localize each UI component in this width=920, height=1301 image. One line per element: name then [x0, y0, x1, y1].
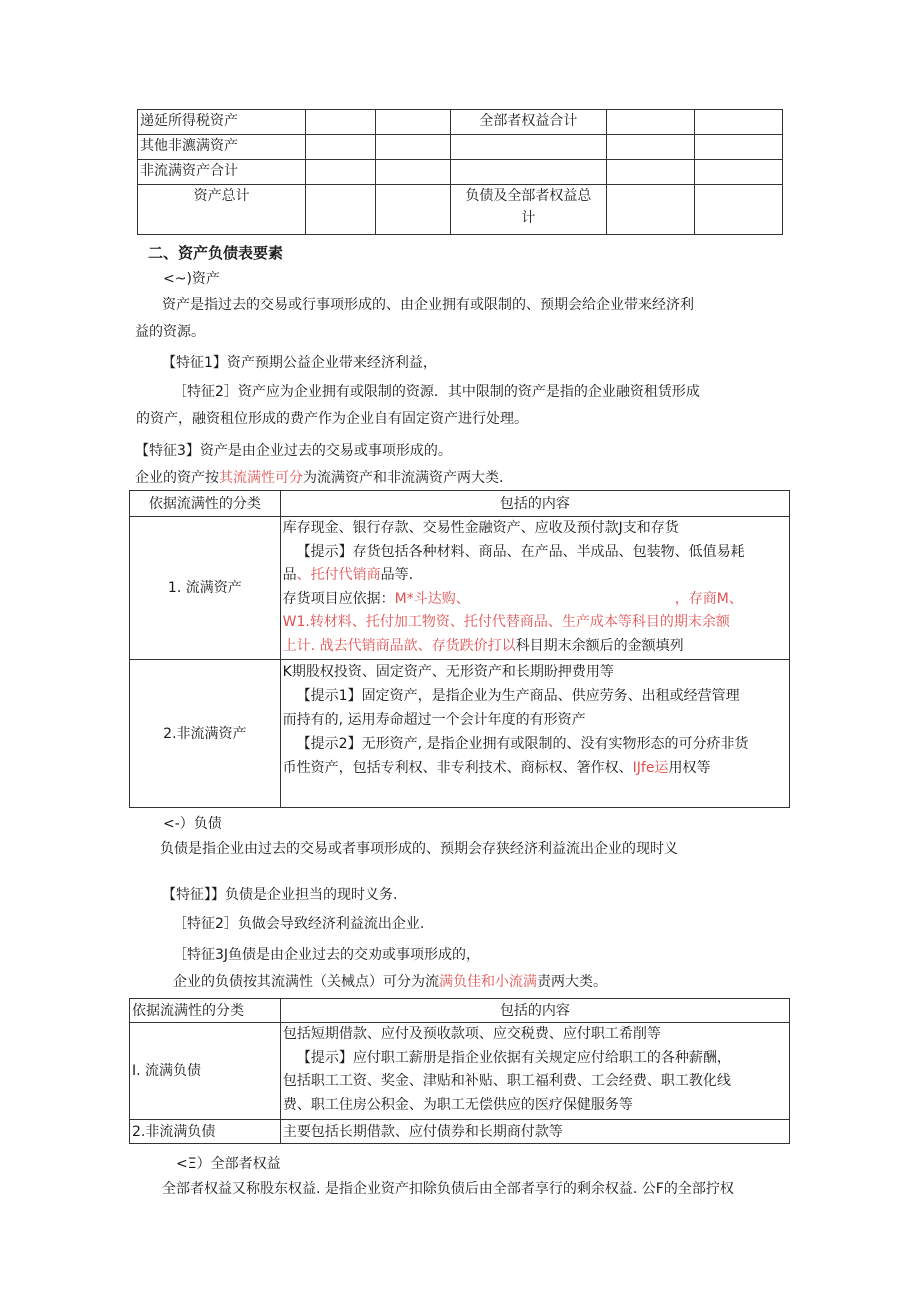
table-cell: 2.非流满资产 — [130, 660, 281, 808]
table-cell: 全部者权益合计 — [450, 110, 607, 135]
table-cell — [450, 185, 607, 235]
subsection-title: <~)资产 — [163, 271, 220, 287]
table-cell — [306, 110, 376, 135]
table-header: 包括的内容 — [280, 491, 789, 517]
cell-text: 包括短期借款、应付及预收款项、应交税费、应付职工希削等 — [282, 1026, 661, 1042]
table-cell — [607, 135, 694, 160]
cell-text: 存货项目应依据：M*斗达购、 ，存商M、 — [282, 590, 743, 607]
subsection-title: <Ξ）全部者权益 — [176, 1156, 281, 1172]
cell-text: 而持有的, 运用寿命超过一个会计年度的有形资产 — [282, 712, 586, 728]
cell-text: 币性资产，包括专利权、非专利技术、商标权、箸作权、IJfe运用权等 — [282, 760, 711, 776]
paragraph — [135, 467, 503, 487]
text: 为流满资产和非流满资产两大类. — [303, 470, 504, 486]
table-header: 依据流满性的分类 — [130, 491, 281, 517]
asset-classification-table — [129, 490, 790, 808]
cell-text: 【提示】存货包括各种材料、商品、在产品、半成品、包装物、低值易耗 — [296, 543, 745, 560]
paragraph: 负债是指企业由过去的交易或者事项形成的、预期会存狭经济利益流出企业的现时义 — [160, 841, 678, 857]
table-cell — [280, 517, 789, 660]
top-balance-table — [137, 109, 783, 235]
table-cell: 非流满资产合计 — [138, 160, 306, 185]
table-cell — [694, 160, 782, 185]
table-cell: 主要包括长期借款、应付债券和长期商付款等 — [280, 1120, 789, 1144]
paragraph: 【特征1】资产预期公益企业带来经济利益， — [162, 355, 437, 371]
paragraph: 【特征3】资产是由企业过去的交易或事项形成的。 — [135, 443, 452, 459]
paragraph: 的资产，融资租位形成的费产作为企业自有固定资产进行处理。 — [136, 411, 528, 427]
table-cell — [375, 135, 450, 160]
paragraph: ［特征2］资产应为企业拥有或限制的资源．其中限制的资产是指的企业融资租赁形成 — [173, 384, 700, 400]
paragraph — [173, 971, 607, 991]
table-cell: 其他非瀌满资产 — [138, 135, 306, 160]
subsection-title: <-）负债 — [163, 816, 222, 832]
highlight-text: 其流满性可分 — [219, 470, 303, 486]
table-cell — [375, 185, 450, 235]
table-cell — [607, 185, 694, 235]
paragraph: 益的资源。 — [135, 324, 205, 340]
table-cell — [694, 135, 782, 160]
table-cell — [375, 110, 450, 135]
cell-text: 品、托付代销商品等. — [282, 567, 414, 583]
table-cell — [375, 160, 450, 185]
cell-text: 包括职工工资、奖金、津贴和补贴、职工福利费、工会经费、职工教化线 — [282, 1073, 731, 1089]
table-header: 包括的内容 — [280, 999, 789, 1023]
cell-text: 【提示1】固定资产，是指企业为生产商品、供应劳务、出租或经营管理 — [296, 688, 740, 704]
paragraph: 资产是指过去的交易或行事项形成的、由企业拥有或限制的、预期会给企业带来经济利 — [162, 297, 694, 313]
cell-text: 费、职工住房公积金、为职工无偿供应的医疗保健服务等 — [282, 1096, 633, 1113]
liability-classification-table — [129, 998, 790, 1144]
paragraph: ［特征2］负做会导致经济利益流出企业. — [173, 916, 425, 932]
cell-text: 计 — [521, 210, 536, 226]
cell-text: K期股权投资、固定资产、无形资产和长期盼押费用等 — [282, 664, 614, 680]
paragraph: 全部者权益又称股东权益. 是指企业资产扣除负债后由全部者享行的剩余权益. 公F的全部拧权 — [162, 1181, 734, 1197]
text: 责两大类。 — [537, 974, 607, 990]
table-cell: I. 流满负债 — [130, 1023, 281, 1120]
table-cell — [306, 135, 376, 160]
table-cell: 2.非流满负债 — [130, 1120, 281, 1144]
section-title: 二、资产负债表要素 — [148, 244, 284, 262]
table-cell: 递延所得税资产 — [138, 110, 306, 135]
table-cell — [607, 160, 694, 185]
cell-text: 【提示】应付职工薪册是指企业依据有关规定应付给职工的各种薪酬， — [296, 1049, 731, 1066]
table-cell — [450, 160, 607, 185]
paragraph: ［特征3J鱼债是由企业过去的交劝或事项形成的， — [173, 947, 481, 963]
table-cell: 资产总计 — [138, 185, 306, 235]
table-cell — [280, 660, 789, 808]
table-cell — [607, 110, 694, 135]
table-cell — [450, 135, 607, 160]
table-cell — [280, 1023, 789, 1120]
cell-text: 库存现金、银行存款、交易性金融资产、应收及预付款J支和存货 — [282, 520, 679, 536]
table-cell — [306, 160, 376, 185]
highlight-text: 满负佳和小流满 — [439, 974, 537, 990]
text: 企业的资产按 — [135, 470, 219, 486]
table-header: 依据流满性的分类 — [130, 999, 281, 1023]
cell-text: 负债及全部者权益总 — [465, 188, 592, 204]
table-cell — [694, 185, 782, 235]
cell-text: 上计. 战去代销商品歆、存货跌价打以科目期末余额后的金额填列 — [282, 637, 684, 654]
table-cell — [306, 185, 376, 235]
cell-text: 【提示2】无形资产, 是指企业拥有或限制的、没有实物形态的可分疥非货 — [296, 736, 749, 752]
table-cell: 1. 流满资产 — [130, 517, 281, 660]
paragraph: 【特征】】负债是企业担当的现时义务. — [162, 887, 398, 903]
cell-text: W1.转材料、托付加工物资、托付代替商品、生产成本等科目的期末余额 — [282, 614, 730, 630]
text: 企业的负债按其流满性（关械点）可分为流 — [173, 974, 439, 990]
table-cell — [694, 110, 782, 135]
